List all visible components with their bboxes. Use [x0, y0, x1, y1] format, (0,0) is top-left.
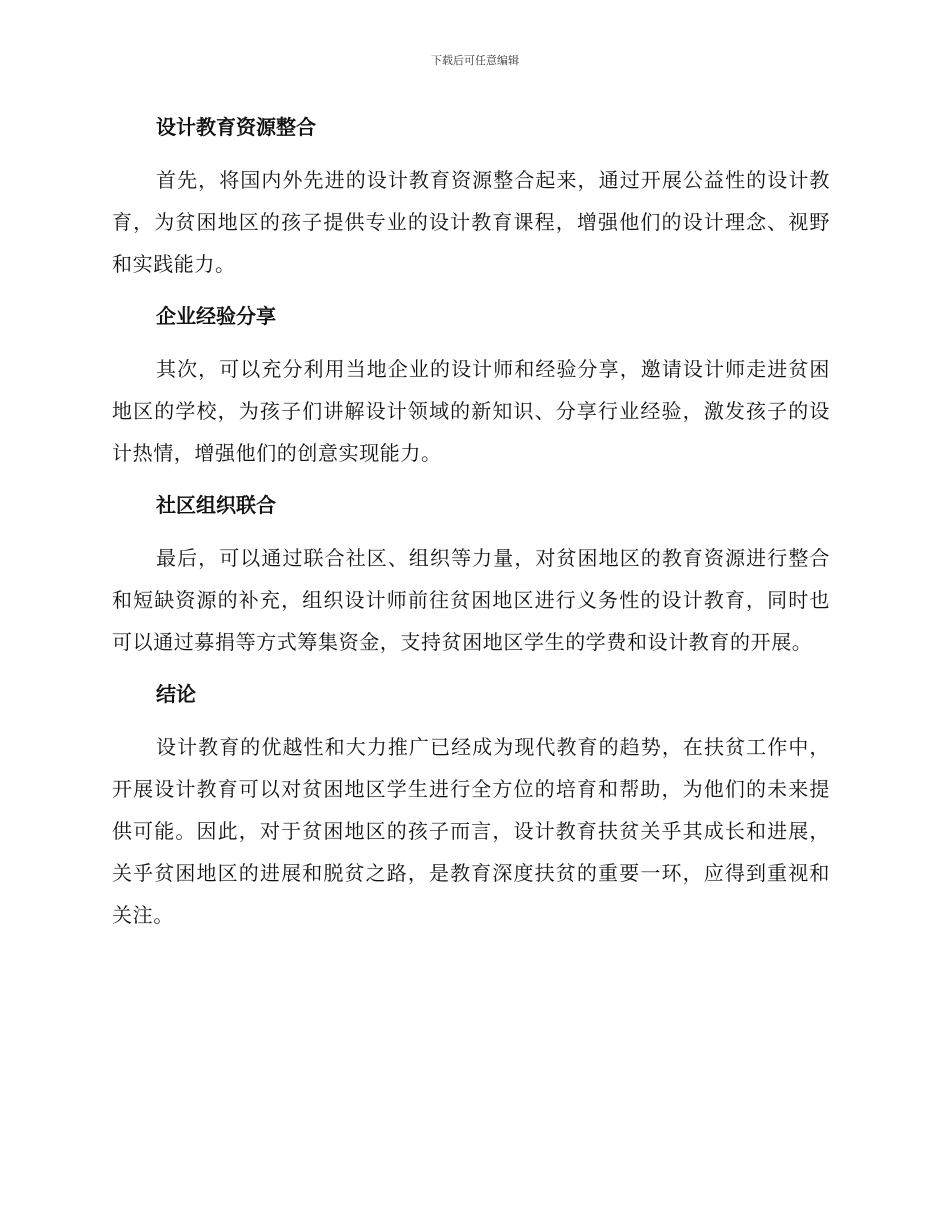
document-body: [112, 112, 830, 936]
section-paragraph-conclusion: 设计教育的优越性和大力推广已经成为现代教育的趋势，在扶贫工作中，开展设计教育可以对贫困地区学生进行全方位的培育和帮助，为他们的未来提供可能。因此，对于贫困地区的孩子而言，设计教育扶贫关乎其成长和进展，关乎贫困地区的进展和脱贫之路，是教育深度扶贫的重要一环，应得到重视和关注。: [112, 735, 830, 927]
section-paragraph-community-alliance: 最后，可以通过联合社区、组织等力量，对贫困地区的教育资源进行整合和短缺资源的补充，组织设计师前往贫困地区进行义务性的设计教育，同时也可以通过募捐等方式筹集资金，支持贫困地区学生的学费和设计教育的开展。: [112, 546, 830, 654]
section-paragraph-resource-integration: 首先，将国内外先进的设计教育资源整合起来，通过开展公益性的设计教育，为贫困地区的孩子提供专业的设计教育课程，增强他们的设计理念、视野和实践能力。: [112, 168, 830, 276]
section-heading-conclusion: 结论: [156, 682, 196, 706]
section-heading-community-alliance: 社区组织联合: [156, 493, 276, 517]
section-heading-enterprise-sharing: 企业经验分享: [156, 304, 276, 328]
header-note: 下载后可任意编辑: [431, 54, 519, 67]
section-heading-resource-integration: 设计教育资源整合: [156, 115, 316, 139]
section-paragraph-enterprise-sharing: 其次，可以充分利用当地企业的设计师和经验分享，邀请设计师走进贫困地区的学校，为孩子们讲解设计领域的新知识、分享行业经验，激发孩子的设计热情，增强他们的创意实现能力。: [112, 357, 830, 465]
